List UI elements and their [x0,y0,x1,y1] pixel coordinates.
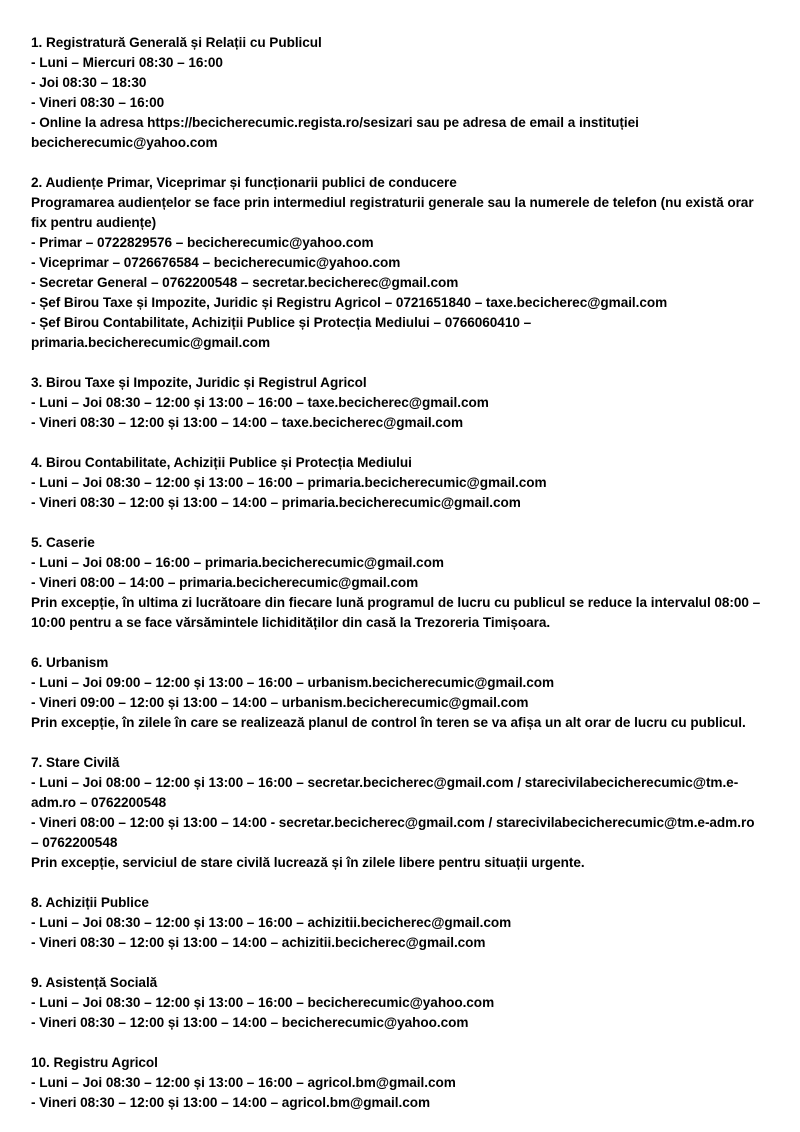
section-heading: 7. Stare Civilă [31,755,120,770]
section-line: - Vineri 08:00 – 14:00 – primaria.becicherecumic@gmail.com [31,575,419,590]
section-line: - Luni – Joi 08:30 – 12:00 și 13:00 – 16:00 – agricol.bm@gmail.com [31,1075,456,1090]
section-heading: 2. Audiențe Primar, Viceprimar și funcționarii publici de conducere [31,175,457,190]
section-registratura-generala [31,33,763,153]
section-line: - Luni – Joi 08:30 – 12:00 și 13:00 – 16:00 – taxe.becicherec@gmail.com [31,395,489,410]
section-birou-contabilitate [31,453,763,513]
section-line: - Online la adresa https://becicherecumic.regista.ro/sesizari sau pe adresa de email a instituției becicherecumic@yahoo.com [31,115,639,150]
section-line: - Vineri 08:30 – 12:00 și 13:00 – 14:00 – primaria.becicherecumic@gmail.com [31,495,521,510]
section-line: - Joi 08:30 – 18:30 [31,75,147,90]
section-heading: 10. Registru Agricol [31,1055,158,1070]
section-line: - Viceprimar – 0726676584 – becicherecumic@yahoo.com [31,255,401,270]
section-line: Programarea audiențelor se face prin intermediul registraturii generale sau la numerele de telefon (nu există orar fix pentru audiențe) [31,195,754,230]
section-birou-taxe-impozite [31,373,763,433]
section-line: - Luni – Joi 08:30 – 12:00 și 13:00 – 16:00 – primaria.becicherecumic@gmail.com [31,475,547,490]
section-line: - Luni – Joi 08:30 – 12:00 și 13:00 – 16:00 – becicherecumic@yahoo.com [31,995,495,1010]
section-heading: 3. Birou Taxe și Impozite, Juridic și Registrul Agricol [31,375,367,390]
section-line: Prin excepție, în zilele în care se realizează planul de control în teren se va afișa un alt orar de lucru cu publicul. [31,715,746,730]
section-asistenta-sociala [31,973,763,1033]
section-heading: 9. Asistență Socială [31,975,158,990]
section-heading: 1. Registratură Generală și Relații cu Publicul [31,35,322,50]
section-line: - Vineri 08:00 – 12:00 și 13:00 – 14:00 - secretar.becicherec@gmail.com / starecivilabecicherecumic@tm.e-adm.ro – 0762200548 [31,815,755,850]
section-urbanism [31,653,763,733]
section-heading: 8. Achiziții Publice [31,895,149,910]
section-line: - Vineri 08:30 – 12:00 și 13:00 – 14:00 – becicherecumic@yahoo.com [31,1015,469,1030]
section-line: - Luni – Joi 08:00 – 12:00 și 13:00 – 16:00 – secretar.becicherec@gmail.com / starecivilabecicherecumic@tm.e-adm.ro – 0762200548 [31,775,739,810]
section-line: Prin excepție, în ultima zi lucrătoare din fiecare lună programul de lucru cu publicul se reduce la intervalul 08:00 – 10:00 pentru a se face vărsămintele lichidităților din casă la Trezoreria Timișoara. [31,595,761,630]
section-heading: 6. Urbanism [31,655,109,670]
section-caserie [31,533,763,633]
section-heading: 4. Birou Contabilitate, Achiziții Publice și Protecția Mediului [31,455,412,470]
section-line: - Primar – 0722829576 – becicherecumic@yahoo.com [31,235,374,250]
section-heading: 5. Caserie [31,535,95,550]
section-achizitii-publice [31,893,763,953]
section-line: - Vineri 08:30 – 12:00 și 13:00 – 14:00 – agricol.bm@gmail.com [31,1095,431,1110]
section-line: - Vineri 08:30 – 16:00 [31,95,165,110]
section-stare-civila [31,753,763,873]
section-line: - Șef Birou Taxe și Impozite, Juridic și Registru Agricol – 0721651840 – taxe.becicherec@gmail.com [31,295,668,310]
section-line: - Vineri 08:30 – 12:00 și 13:00 – 14:00 – taxe.becicherec@gmail.com [31,415,464,430]
section-line: - Secretar General – 0762200548 – secretar.becicherec@gmail.com [31,275,459,290]
section-audiente-primar [31,173,763,353]
section-line: - Luni – Joi 08:30 – 12:00 și 13:00 – 16:00 – achizitii.becicherec@gmail.com [31,915,512,930]
document-body [31,33,763,1113]
section-line: - Luni – Joi 09:00 – 12:00 și 13:00 – 16:00 – urbanism.becicherecumic@gmail.com [31,675,555,690]
section-line: - Luni – Miercuri 08:30 – 16:00 [31,55,223,70]
section-line: - Vineri 08:30 – 12:00 și 13:00 – 14:00 – achizitii.becicherec@gmail.com [31,935,486,950]
section-line: - Luni – Joi 08:00 – 16:00 – primaria.becicherecumic@gmail.com [31,555,444,570]
section-line: - Șef Birou Contabilitate, Achiziții Publice și Protecția Mediului – 0766060410 – primaria.becicherecumic@gmail.com [31,315,532,350]
section-line: - Vineri 09:00 – 12:00 și 13:00 – 14:00 – urbanism.becicherecumic@gmail.com [31,695,529,710]
section-registru-agricol [31,1053,763,1113]
section-line: Prin excepție, serviciul de stare civilă lucrează și în zilele libere pentru situații urgente. [31,855,585,870]
